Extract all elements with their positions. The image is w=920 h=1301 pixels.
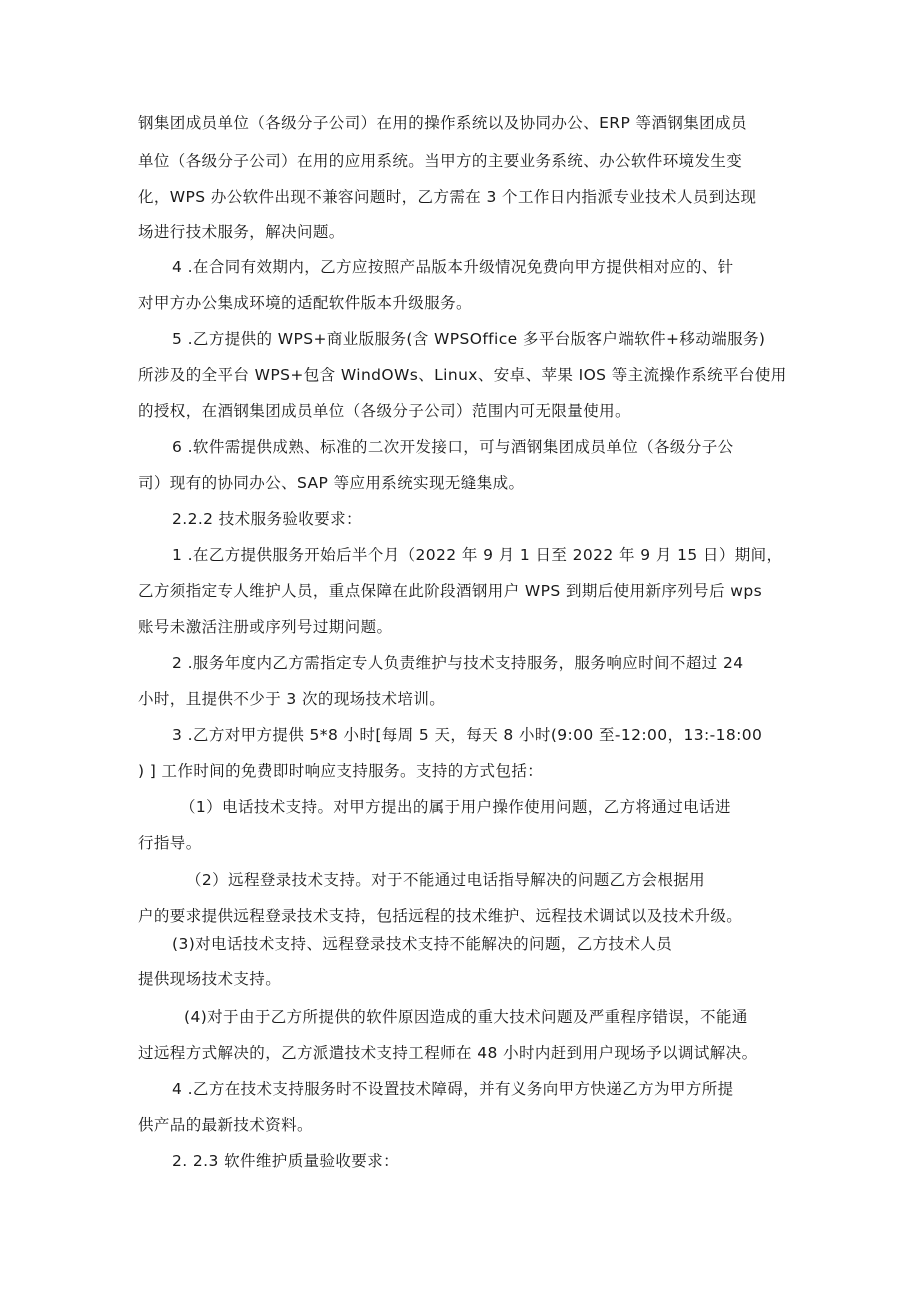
- text-line: (4)对于由于乙方所提供的软件原因造成的重大技术问题及严重程序错误，不能通: [184, 1008, 748, 1026]
- text-line: 的授权，在酒钢集团成员单位（各级分子公司）范围内可无限量使用。: [138, 402, 631, 420]
- section-heading: 2. 2.3 软件维护质量验收要求：: [172, 1152, 399, 1170]
- text-line: 户的要求提供远程登录技术支持，包括远程的技术维护、远程技术调试以及技术升级。: [138, 907, 743, 925]
- text-line: 对甲方办公集成环境的适配软件版本升级服务。: [138, 294, 472, 312]
- text-line: 2 .服务年度内乙方需指定专人负责维护与技术支持服务，服务响应时间不超过 24: [172, 654, 744, 672]
- text-line: (3)对电话技术支持、远程登录技术支持不能解决的问题，乙方技术人员: [172, 935, 673, 953]
- text-line: 化，WPS 办公软件出现不兼容问题时，乙方需在 3 个工作日内指派专业技术人员到达现: [138, 188, 757, 206]
- text-line: 5 .乙方提供的 WPS+商业版服务(含 WPSOffice 多平台版客户端软件+移动端服务): [172, 330, 766, 348]
- text-line: 行指导。: [138, 834, 202, 852]
- text-line: 提供现场技术支持。: [138, 970, 282, 988]
- text-line: 所涉及的全平台 WPS+包含 WindOWs、Linux、安卓、苹果 IOS 等主流操作系统平台使用: [138, 366, 787, 384]
- text-line: 供产品的最新技术资料。: [138, 1116, 313, 1134]
- text-line: 账号未激活注册或序列号过期问题。: [138, 618, 393, 636]
- text-line: （2）远程登录技术支持。对于不能通过电话指导解决的问题乙方会根据用: [186, 871, 706, 889]
- text-line: 单位（各级分子公司）在用的应用系统。当甲方的主要业务系统、办公软件环境发生变: [138, 152, 743, 170]
- text-line: 场进行技术服务，解决问题。: [138, 223, 345, 241]
- section-heading: 2.2.2 技术服务验收要求：: [172, 510, 362, 528]
- text-line: 过远程方式解决的，乙方派遣技术支持工程师在 48 小时内赶到用户现场予以调试解决。: [138, 1044, 758, 1062]
- text-line: 司）现有的协同办公、SAP 等应用系统实现无缝集成。: [138, 474, 525, 492]
- text-line: 钢集团成员单位（各级分子公司）在用的操作系统以及协同办公、ERP 等酒钢集团成员: [138, 114, 747, 132]
- text-line: 小时，且提供不少于 3 次的现场技术培训。: [138, 690, 446, 708]
- text-line: ) ] 工作时间的免费即时响应支持服务。支持的方式包括：: [138, 762, 544, 780]
- text-line: 4 .在合同有效期内，乙方应按照产品版本升级情况免费向甲方提供相对应的、针: [172, 258, 734, 276]
- text-line: 1 .在乙方提供服务开始后半个月（2022 年 9 月 1 日至 2022 年 9 月 15 日）期间，: [172, 546, 783, 564]
- text-line: （1）电话技术支持。对甲方提出的属于用户操作使用问题，乙方将通过电话进: [180, 798, 731, 816]
- text-line: 4 .乙方在技术支持服务时不设置技术障碍，并有义务向甲方快递乙方为甲方所提: [172, 1080, 734, 1098]
- text-line: 6 .软件需提供成熟、标准的二次开发接口，可与酒钢集团成员单位（各级分子公: [172, 438, 734, 456]
- text-line: 3 .乙方对甲方提供 5*8 小时[每周 5 天，每天 8 小时(9:00 至-12:00，13:-18:00: [172, 726, 763, 744]
- text-line: 乙方须指定专人维护人员，重点保障在此阶段酒钢用户 WPS 到期后使用新序列号后 wps: [138, 582, 763, 600]
